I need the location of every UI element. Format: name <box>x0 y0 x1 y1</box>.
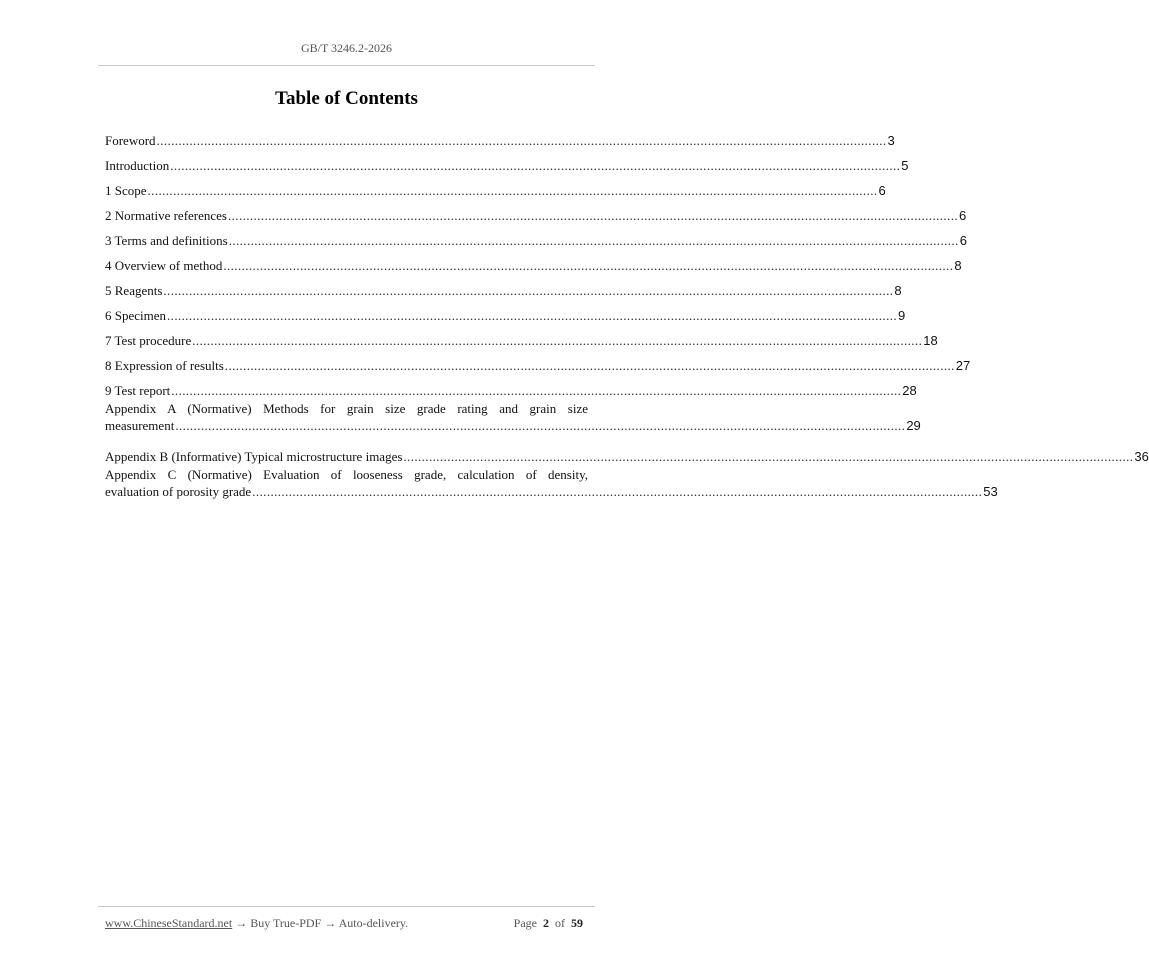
footer-buy-text: Buy True-PDF <box>250 916 322 930</box>
toc-entry-page: 28 <box>902 383 917 398</box>
toc-entry-reagents[interactable] <box>105 274 902 299</box>
footer-divider <box>98 906 595 907</box>
toc-entry-label: 6 Specimen <box>105 308 167 323</box>
toc-entry-label: 7 Test procedure <box>105 333 192 348</box>
toc-leader-dots: ........................................................................................................................................................................................................ <box>403 449 1134 464</box>
toc-entry-page: 8 <box>894 283 902 298</box>
toc-entry-introduction[interactable] <box>105 149 909 174</box>
toc-title: Table of Contents <box>275 88 418 109</box>
toc-entry-page: 6 <box>959 208 967 223</box>
toc-leader-dots: ........................................................................................................................................................................................................ <box>163 283 894 298</box>
toc-leader-dots: ........................................................................................................................................................................................................ <box>224 358 955 373</box>
toc-entry-specimen[interactable] <box>105 299 906 324</box>
arrow-right-icon: → <box>235 916 248 930</box>
toc-entry-page: 36 <box>1134 449 1149 464</box>
footer-page-number <box>514 916 583 931</box>
toc-leader-dots: ........................................................................................................................................................................................................ <box>228 233 959 248</box>
total-pages: 59 <box>571 916 583 930</box>
toc-leader-dots: ........................................................................................................................................................................................................ <box>192 333 923 348</box>
toc-entry-page: 18 <box>923 333 938 348</box>
toc-entry-normative-references[interactable] <box>105 199 967 224</box>
toc-entry-scope[interactable] <box>105 174 886 199</box>
toc-entry-label: Foreword <box>105 133 156 148</box>
toc-leader-dots: ........................................................................................................................................................................................................ <box>147 183 878 198</box>
toc-entry-page: 53 <box>983 484 998 499</box>
current-page: 2 <box>543 916 549 930</box>
toc-entry-page: 5 <box>901 158 909 173</box>
footer-promo <box>105 916 408 931</box>
toc-entry-label-line1: Appendix C (Normative) Evaluation of looseness grade, calculation of density, <box>105 467 588 482</box>
toc-entry-label: 1 Scope <box>105 183 147 198</box>
toc-entry-label: 9 Test report <box>105 383 171 398</box>
toc-entry-page: 6 <box>959 233 967 248</box>
toc-entry-page: 8 <box>954 258 962 273</box>
footer-site-link[interactable]: www.ChineseStandard.net <box>105 916 233 930</box>
header-divider <box>98 65 595 66</box>
toc-entry-page: 29 <box>906 418 921 433</box>
toc-leader-dots: ........................................................................................................................................................................................................ <box>252 484 983 499</box>
toc-leader-dots: ........................................................................................................................................................................................................ <box>228 208 958 223</box>
toc-entry-test-report[interactable] <box>105 374 917 399</box>
toc-entry-appendix-a[interactable] <box>105 400 921 434</box>
toc-entry-label: 8 Expression of results <box>105 358 224 373</box>
page-header-standard-code: GB/T 3246.2-2026 <box>300 41 393 55</box>
toc-entry-page: 6 <box>878 183 886 198</box>
toc-entry-overview-of-method[interactable] <box>105 249 962 274</box>
page-word: Page <box>513 916 537 930</box>
toc-entry-label: 5 Reagents <box>105 283 163 298</box>
toc-entry-appendix-b[interactable] <box>105 440 1149 465</box>
footer-delivery-text: Auto-delivery. <box>338 916 409 930</box>
toc-leader-dots: ........................................................................................................................................................................................................ <box>167 308 898 323</box>
toc-entry-page: 27 <box>955 358 971 373</box>
toc-entry-label: 2 Normative references <box>105 208 227 223</box>
toc-entry-expression-of-results[interactable] <box>105 349 971 374</box>
toc-entry-label: 3 Terms and definitions <box>105 233 228 248</box>
toc-entry-label: 4 Overview of method <box>105 258 223 273</box>
toc-entry-label: Appendix B (Informative) Typical microstructure images <box>105 449 403 464</box>
toc-entry-test-procedure[interactable] <box>105 324 938 349</box>
toc-entry-label-line2: measurement <box>105 418 175 433</box>
toc-entry-page: 3 <box>887 133 895 148</box>
toc-leader-dots: ........................................................................................................................................................................................................ <box>170 158 901 173</box>
toc-entry-appendix-c[interactable] <box>105 466 998 500</box>
toc-list <box>105 124 1149 506</box>
arrow-right-icon: → <box>324 916 337 930</box>
toc-leader-dots: ........................................................................................................................................................................................................ <box>223 258 954 273</box>
toc-entry-foreword[interactable] <box>105 124 895 149</box>
toc-leader-dots: ........................................................................................................................................................................................................ <box>175 418 906 433</box>
toc-entry-terms-and-definitions[interactable] <box>105 224 967 249</box>
of-word: of <box>555 916 565 930</box>
toc-leader-dots: ........................................................................................................................................................................................................ <box>171 383 902 398</box>
toc-entry-label-line1: Appendix A (Normative) Methods for grain size grade rating and grain size <box>105 401 588 416</box>
toc-leader-dots: ........................................................................................................................................................................................................ <box>156 133 887 148</box>
toc-entry-label-line2: evaluation of porosity grade <box>105 484 252 499</box>
toc-entry-page: 9 <box>898 308 906 323</box>
toc-entry-label: Introduction <box>105 158 170 173</box>
